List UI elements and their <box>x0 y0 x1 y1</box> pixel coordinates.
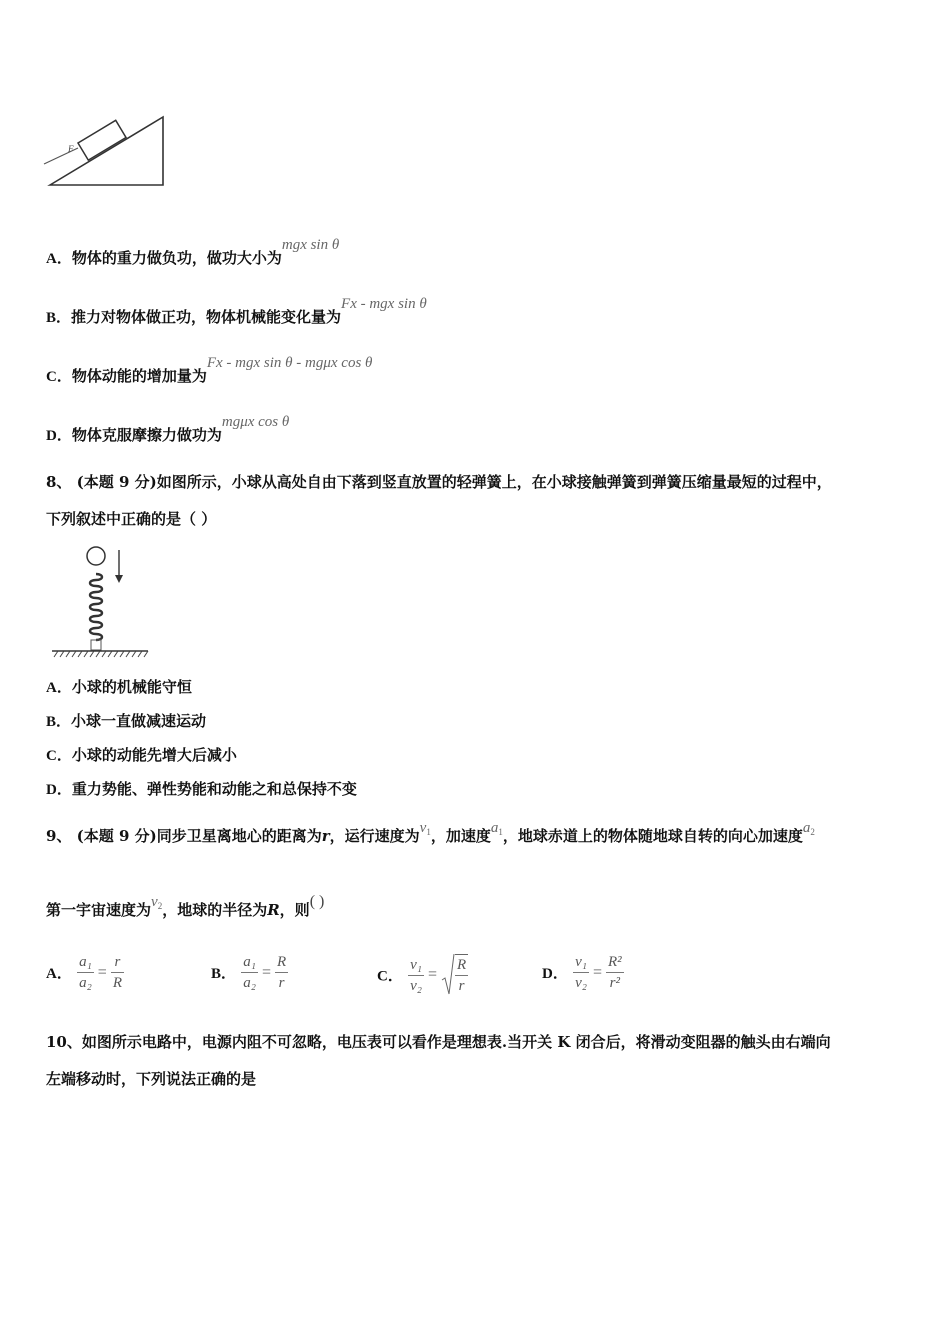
ball <box>87 547 105 565</box>
q7-b-expr: Fx - mgx sin θ <box>341 296 427 312</box>
q9-stem-line1: 9、 (本题 9 分)同步卫星离地心的距离为r，运行速度为$v_1$，加速度$a_1$，地球赤道上的物体随地球自转的向心加速度$a_2$ <box>46 820 815 845</box>
q7-d-expr: mgμx cos θ <box>221 414 290 430</box>
q7-option-b: B．推力对物体做正功，物体机械能变化量为Fx - mgx sin θ <box>46 296 427 326</box>
q8-option-c: C．小球的动能先增大后减小 <box>46 746 237 764</box>
q9-option-b: B． $\frac{\text{a₁}}{\text{a₂}}$ = $\frac{R}{r}$ <box>211 954 287 991</box>
q7-option-c: C．物体动能的增加量为Fx - mgx sin θ - mgμx cos θ <box>46 355 373 385</box>
force-label: F <box>68 144 74 154</box>
answer-blank: ( ) <box>309 893 325 910</box>
q7-c-expr: Fx - mgx sin θ - mgμx cos θ <box>206 355 373 371</box>
ground-hatch <box>54 651 148 657</box>
q8-option-a: A．小球的机械能守恒 <box>46 678 192 696</box>
q10-stem-line2: 左端移动时，下列说法正确的是 <box>46 1070 257 1088</box>
q7-a-expr: mgx sin θ <box>281 237 340 253</box>
q9-option-a: A． $\frac{\text{a₁}}{\text{a₂}}$ = $\frac{r}{R}$ <box>46 954 122 991</box>
q7-option-d: D．物体克服摩擦力做功为mgμx cos θ <box>46 414 290 444</box>
spring-figure <box>48 542 156 660</box>
q8-stem-line1: 8、 (本题 9 分)如图所示，小球从高处自由下落到竖直放置的轻弹簧上，在小球接触弹簧到弹簧压缩量最短的过程中， <box>46 473 832 491</box>
q8-option-d: D．重力势能、弹性势能和动能之和总保持不变 <box>46 780 357 798</box>
q9-stem-line2: 第一宇宙速度为$v_2$，地球的半径为R，则( ) <box>46 893 325 919</box>
sqrt-sign <box>441 952 455 998</box>
q8-option-b: B．小球一直做减速运动 <box>46 712 207 730</box>
q7-option-a: A．物体的重力做负功，做功大小为mgx sin θ <box>46 237 340 267</box>
q10-stem-line1: 10、如图所示电路中，电源内阻不可忽略，电压表可以看作是理想表.当开关 K 闭合后，将滑动变阻器的触头由右端向 <box>46 1033 831 1051</box>
q9-option-c: C． $\frac{\text{v₁}}{\text{v₂}}$ = $\frac{R}{r}$ <box>377 952 468 998</box>
spring-coil <box>90 574 102 640</box>
q9-option-d: D． $\frac{\text{v₁}}{\text{v₂}}$ = $\frac{\text{R²}}{\text{r²}}$ <box>542 954 622 991</box>
spring-base <box>91 640 101 650</box>
q8-stem-line2: 下列叙述中正确的是（ ） <box>46 510 217 528</box>
fall-arrowhead <box>115 575 123 583</box>
incline-figure <box>40 110 170 192</box>
